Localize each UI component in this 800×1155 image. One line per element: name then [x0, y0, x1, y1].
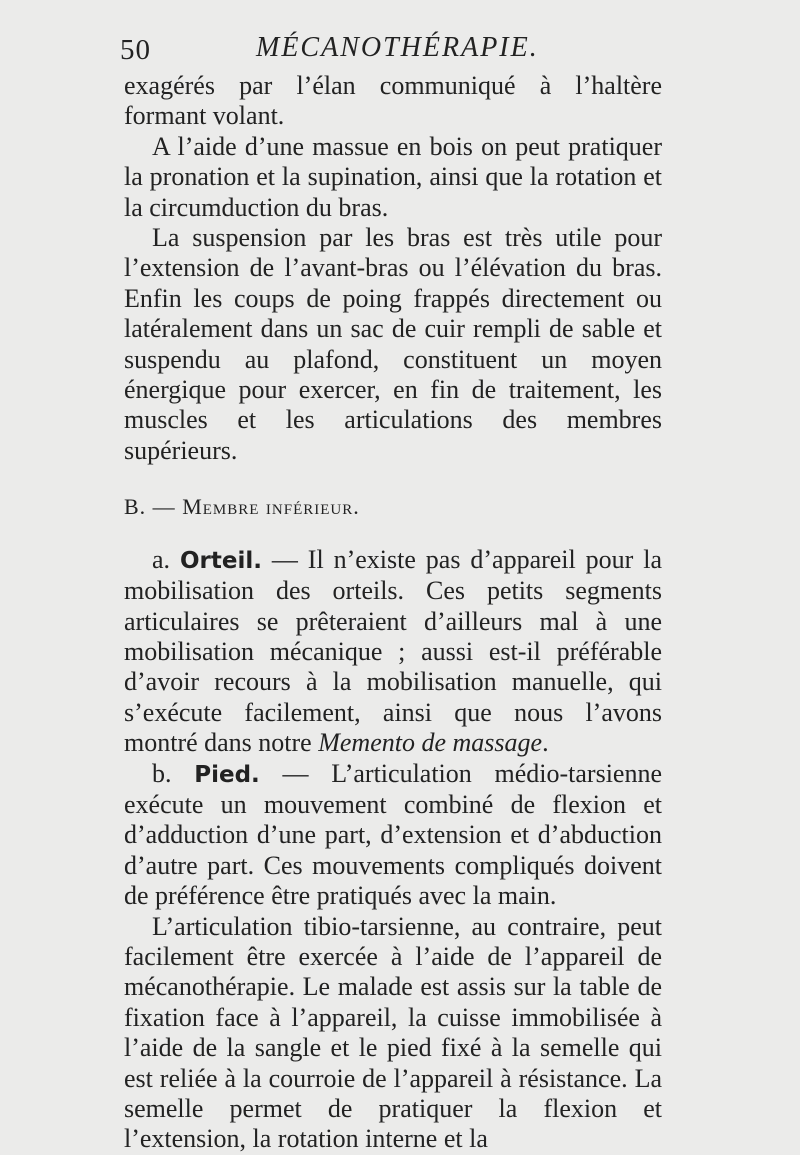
section-prefix: B. —	[124, 494, 183, 520]
memento-reference: Memento de massage	[318, 728, 543, 758]
pied-subheading: Pied.	[194, 761, 260, 788]
running-title: MÉCANOTHÉRAPIE.	[256, 32, 539, 63]
orteil-letter: a.	[152, 544, 171, 574]
paragraph-3: La suspension par les bras est très utile pour l’extension de l’avant-bras ou l’élévation du bras. Enfin les coups de poing frappés directement ou latéralement dans un sac de cuir rempli de sable et suspendu au plafond, constituent un moyen énergique pour exercer, en fin de traitement, les muscles et les articulations des membres supérieurs.	[124, 223, 662, 465]
orteil-subheading: Orteil.	[179, 547, 262, 574]
body-text	[124, 71, 662, 1155]
page-number: 50	[120, 34, 151, 66]
paragraph-1: exagérés par l’élan communiqué à l’haltère formant volant.	[124, 71, 662, 131]
section-heading	[124, 492, 662, 522]
pied-letter: b.	[152, 758, 172, 788]
orteil-end: .	[542, 728, 549, 758]
paragraph-pied	[124, 759, 662, 912]
pied-text: — L’articulation médio-tarsienne exécute un mouvement combiné de flexion et d’adduction d’une part, d’extension et d’abduction d’autre part. Ces mouvements compliqués doivent de préférence être pratiqués avec la main.	[124, 758, 662, 911]
paragraph-orteil	[124, 545, 662, 759]
page-header	[118, 30, 678, 70]
paragraph-2: A l’aide d’une massue en bois on peut pratiquer la pronation et la supination, ainsi que la rotation et la circumduction du bras.	[124, 131, 662, 222]
paragraph-tibio-tarsienne: L’articulation tibio-tarsienne, au contraire, peut facilement être exercée à l’aide de l’appareil de mécanothérapie. Le malade est assis sur la table de fixation face à l’appareil, la cuisse immobilisée à l’aide de la sangle et le pied fixé à la semelle qui est reliée à la courroie de l’appareil à résistance. La semelle permet de pratiquer la flexion et l’extension, la rotation interne et la	[124, 911, 662, 1154]
orteil-text: — Il n’existe pas d’appareil pour la mobilisation des orteils. Ces petits segments articulaires se prêteraient d’ailleurs mal à une mobilisation mécanique ; aussi est-il préférable d’avoir recours à la mobilisation manuelle, qui s’exécute facilement, ainsi que nous l’avons montré dans notre	[124, 544, 663, 758]
section-title: Membre inférieur.	[182, 494, 360, 520]
